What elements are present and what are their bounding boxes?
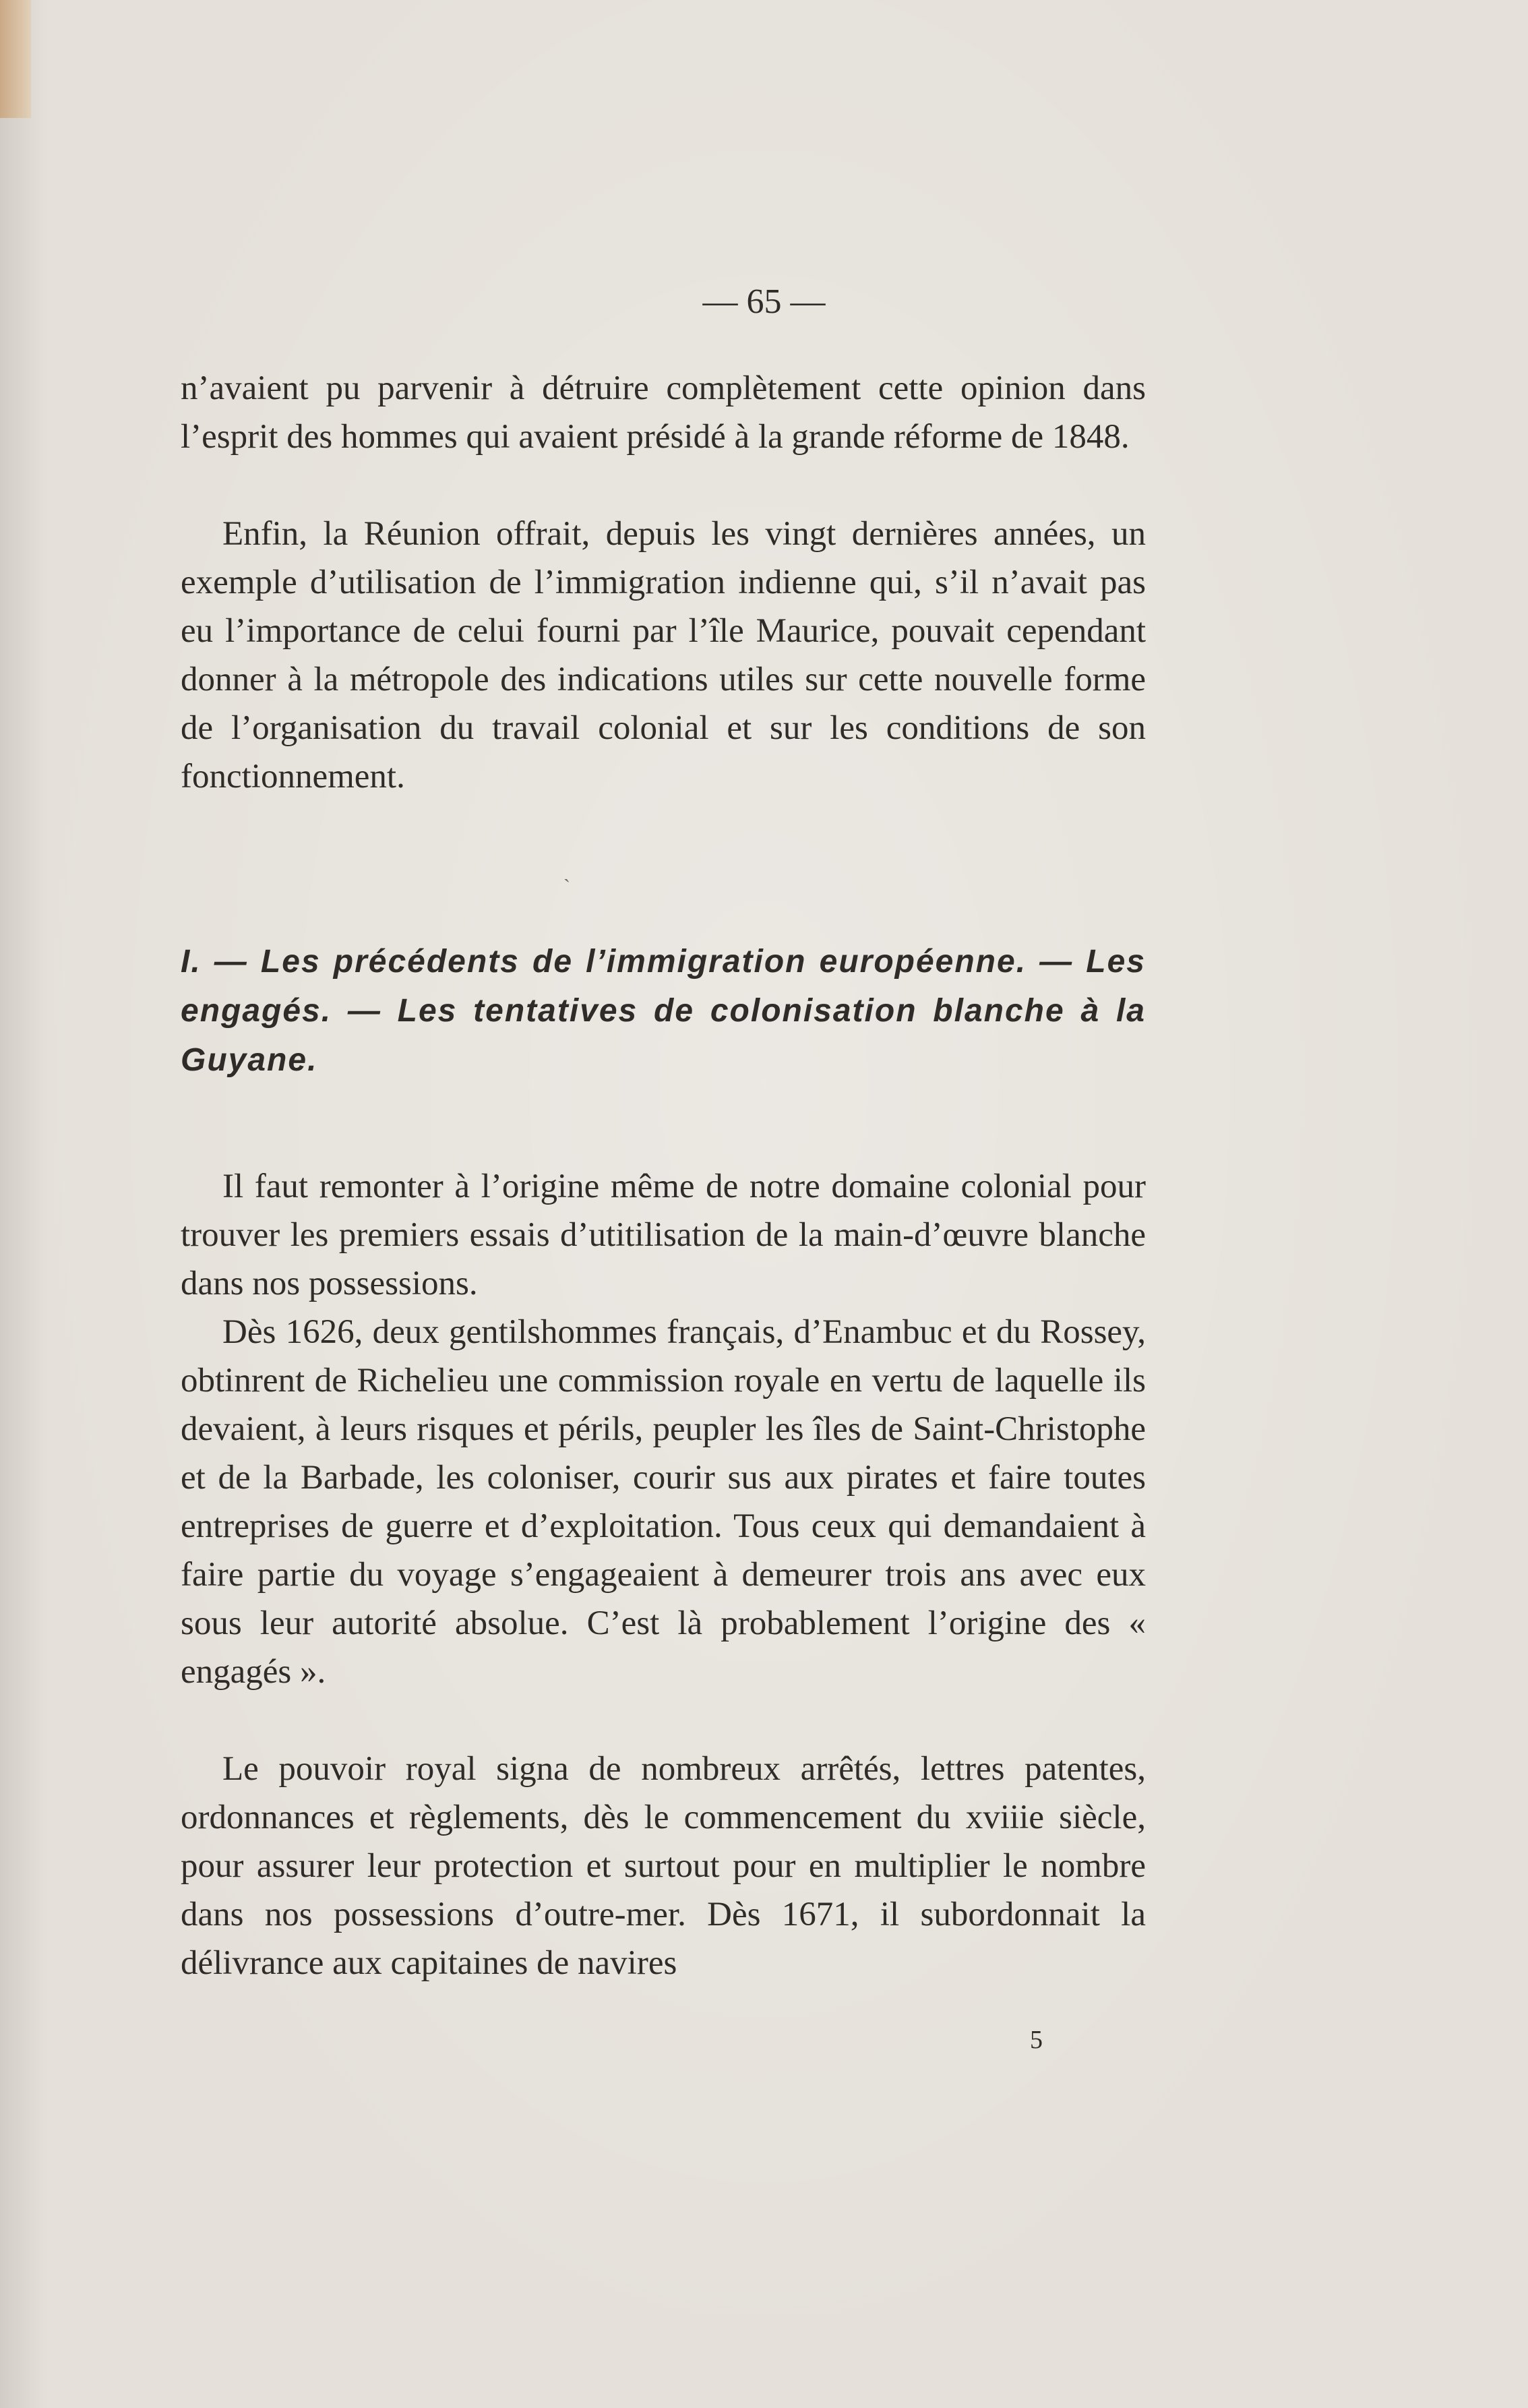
stray-mark: ˎ	[563, 860, 570, 882]
page-gutter-shadow	[0, 0, 47, 2408]
page-edge-tab	[0, 0, 31, 118]
signature-mark: 5	[1030, 2026, 1043, 2054]
paragraph-origin: Il faut remonter à l’origine même de notre domaine colonial pour trouver les premiers essais d’utitilisation de la main-d’œuvre blanche dans nos possessions.	[181, 1168, 1146, 1302]
paragraph-reunion: Enfin, la Réunion offrait, depuis les vingt dernières années, un exemple d’utilisation de l’immigration indienne qui, s’il n’avait pas eu l’importance de celui fourni par l’île Maurice, pouvait cependant donner à la métropole des indications utiles sur cette nouvelle forme de l’organisation du travail colonial et sur les conditions de son fonctionnement.	[181, 515, 1146, 795]
section-heading: I. — Les précédents de l’immigration européenne. — Les engagés. — Les tentatives de colonisation blanche à la Guyane.	[181, 944, 1146, 1078]
page-number: — 65 —	[702, 282, 826, 321]
paragraph-1626: Dès 1626, deux gentilshommes français, d’Enambuc et du Rossey, obtinrent de Richelieu une commission royale en vertu de laquelle ils devaient, à leurs risques et périls, peupler les îles de Saint-Christophe et de la Barbade, les coloniser, courir sus aux pirates et faire toutes entreprises de guerre et d’exploitation. Tous ceux qui demandaient à faire partie du voyage s’engageaient à demeurer trois ans avec eux sous leur autorité absolue. C’est là probablement l’origine des « engagés ».	[181, 1313, 1146, 1691]
paragraph-royal-power: Le pouvoir royal signa de nombreux arrêtés, lettres patentes, ordonnances et règlements, dès le commencement du xviiie siècle, pour assurer leur protection et surtout pour en multiplier le nombre dans nos possessions d’outre-mer. Dès 1671, il subordonnait la délivrance aux capitaines de navires	[181, 1750, 1146, 1982]
paragraph-continuation: n’avaient pu parvenir à détruire complètement cette opinion dans l’esprit des hommes qui avaient présidé à la grande réforme de 1848.	[181, 369, 1146, 456]
